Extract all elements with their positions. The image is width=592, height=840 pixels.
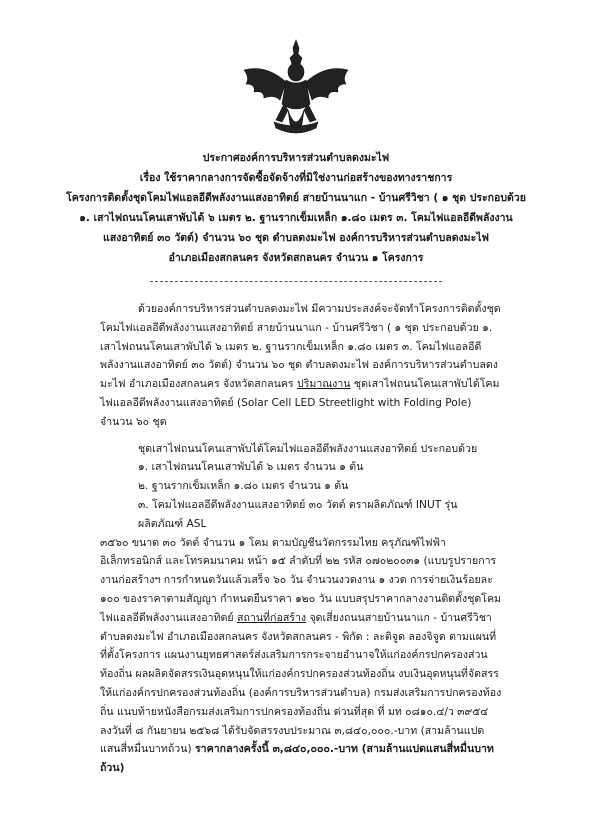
intro-text: ด้วยองค์การบริหารส่วนตำบลดงมะไฟ มีความประสงค์จะจัดทำโครงการติดตั้งชุดโคมไฟแอลอีดีพลังงานแสงอาทิตย์ สายบ้านนาแก - บ้านศรีวิชา ( ๑ ชุด ประกอบด้วย ๑. เสาไฟถนนโคนเสาพับได้ ๖ เมตร ๒. ฐานรากเข็มเหล็ก ๑.๘๐ เมตร ๓. โคมไฟแอลอีดีพลังงานแสงอาทิตย์ ๓๐ วัตต์) จำนวน ๖๐ ชุด ตำบลดงมะไฟ องค์การบริหารส่วนตำบลดงมะไฟ อำเภอเมืองสกลนคร จังหวัดสกลนคร — [100, 303, 501, 391]
intro-paragraph — [100, 300, 502, 432]
list-item: ๓. โคมไฟแอลอีดีพลังงานแสงอาทิตย์ ๓๐ วัตต์ ตราผลิตภัณฑ์ INUT รุ่นผลิตภัณฑ์ ASL — [138, 498, 458, 530]
site-label: สถานที่ก่อสร้าง — [236, 611, 307, 624]
median-price: ราคากลางครั้งนี้ ๓,๘๔๐,๐๐๐.-บาท (สามล้านแปดแสนสี่หมื่นบาทถ้วน) — [100, 743, 494, 775]
work-quantity-label: ปริมาณงาน — [297, 378, 351, 391]
subject-line: เรื่อง ใช้ราคากลางการจัดซื้อจัดจ้างที่มิใช่งานก่อสร้างของทางราชการ — [139, 172, 453, 184]
project-heading — [0, 188, 592, 268]
announcement-title — [0, 148, 592, 188]
intro-text-cont: ชุดเสาไฟถนนโคนเสาพับได้โคมไฟแอลอีดีพลังงานแสงอาทิตย์ (Solar Cell LED Streetlight with Folding Pole) จำนวน ๖๐ ชุด — [100, 378, 500, 428]
list-intro: ชุดเสาไฟถนนโคนเสาพับได้โคมไฟแอลอีดีพลังงานแสงอาทิตย์ ประกอบด้วย — [138, 442, 478, 455]
detail-text: ๓๕๖๐ ขนาด ๓๐ วัตต์ จำนวน ๑ โคม ตามบัญชีนวัตกรรมไทย ครุภัณฑ์ไฟฟ้า อิเล็กทรอนิกส์ และโทรคมนาคม หน้า ๑๕ ลำดับที่ ๒๒ รหัส ๐๗๐๒๐๐๓๑ (แบบรูปรายการงานก่อสร้างฯ การกำหนดวันแล้วเสร็จ ๖๐ วัน จำนวนงวดงาน ๑ งวด การจ่ายเงินร้อยละ ๑๐๐ ของราคาตามสัญญา กำหนดยืนราคา ๑๒๐ วัน แบบสรุปราคากลางงานติดตั้งชุดโคมไฟแอลอีดีพลังงานแสงอาทิตย์ — [100, 536, 502, 624]
title-line: ประกาศองค์การบริหารส่วนตำบลดงมะไฟ — [202, 152, 390, 164]
project-line: โครงการติดตั้งชุดโคมไฟแอลอีดีพลังงานแสงอาทิตย์ สายบ้านนาแก - บ้านศรีวิชา ( ๑ ชุด ประกอบด้วย — [66, 192, 526, 204]
list-item: ๑. เสาไฟถนนโคนเสาพับได้ ๖ เมตร จำนวน ๑ ต้น — [138, 461, 364, 474]
list-item: ๒. ฐานรากเข็มเหล็ก ๑.๘๐ เมตร จำนวน ๑ ต้น — [138, 480, 349, 493]
announcement-body — [100, 300, 502, 778]
project-line: อำเภอเมืองสกลนคร จังหวัดสกลนคร จำนวน ๑ โครงการ — [168, 252, 424, 264]
detail-text-cont: จุดเสี่ยงถนนสายบ้านนาแก - บ้านศรีวิชา ตำบลดงมะไฟ อำเภอเมืองสกลนคร จังหวัดสกลนคร - พิกัด : ละติจูด ลองจิจูด ตามแผนที่ที่ตั้งโครงการ แผนงานยุทธศาสตร์ส่งเสริมการกระจายอำนาจให้แก่องค์กรปกครองส่วนท้องถิ่น ผลผลิตจัดสรรเงินอุดหนุนให้แก่องค์กรปกครองส่วนท้องถิ่น งบเงินอุดหนุนที่จัดสรรให้แก่องค์กรปกครองส่วนท้องถิ่น (องค์การบริหารส่วนตำบล) กรมส่งเสริมการปกครองท้องถิ่น แนบท้ายหนังสือกรมส่งเสริมการปกครองท้องถิ่น ด่วนที่สุด ที่ มท ๐๘๑๐.๔/ว ๓๙๕๔ ลงวันที่ ๘ กันยายน ๒๕๖๘ ได้รับจัดสรรงบประมาณ ๓,๘๔๐,๐๐๐.-บาท (สามล้านแปดแสนสี่หมื่นบาทถ้วน) — [100, 611, 502, 756]
project-line: ๑. เสาไฟถนนโคนเสาพับได้ ๖ เมตร ๒. ฐานรากเข็มเหล็ก ๑.๘๐ เมตร ๓. โคมไฟแอลอีดีพลังงาน — [79, 212, 513, 224]
dashed-divider — [150, 281, 442, 282]
detail-paragraph — [100, 534, 502, 778]
garuda-emblem-icon — [236, 34, 356, 154]
project-line: แสงอาทิตย์ ๓๐ วัตต์) จำนวน ๖๐ ชุด ตำบลดงมะไฟ องค์การบริหารส่วนตำบลดงมะไฟ — [103, 232, 489, 244]
components-list — [100, 440, 502, 534]
